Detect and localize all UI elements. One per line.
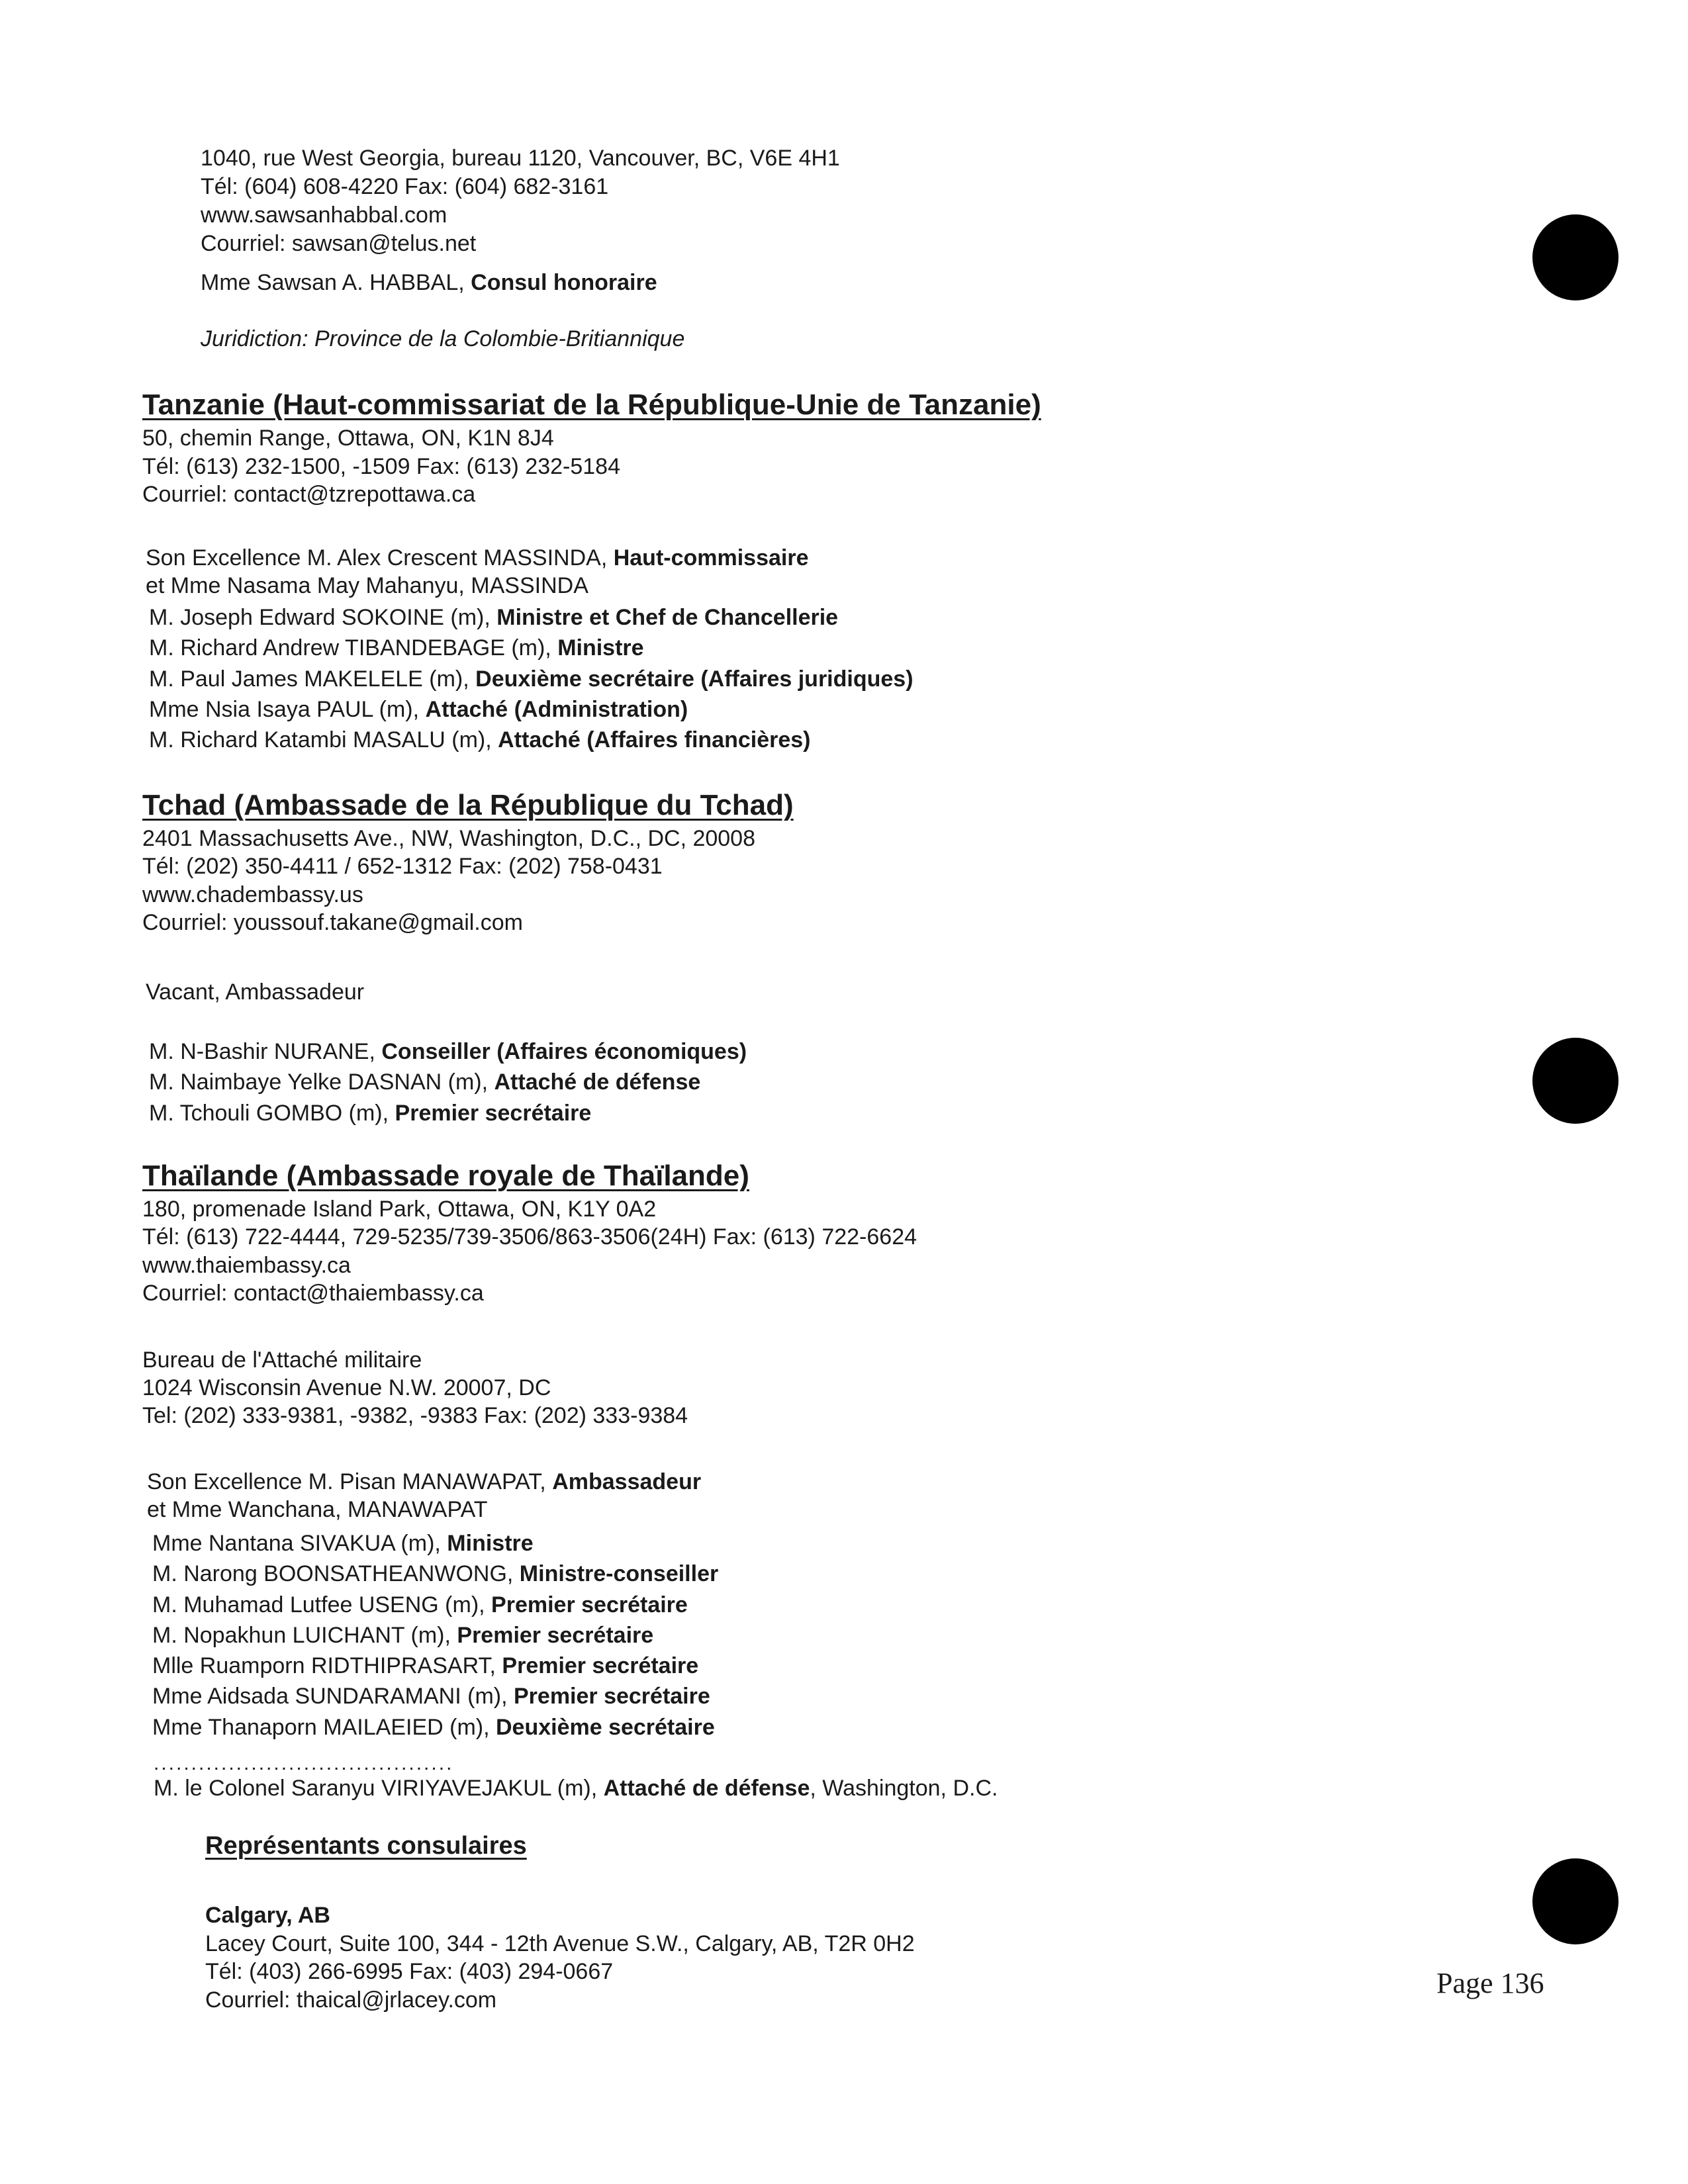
- consulate-city: Calgary, AB: [205, 1903, 330, 1928]
- staff-name: Son Excellence M. Alex Crescent MASSINDA,: [146, 545, 614, 570]
- staff-name: Mme Nantana SIVAKUA (m),: [152, 1531, 447, 1556]
- staff-title: Premier secrétaire: [395, 1101, 592, 1126]
- defense-attache-line: [154, 1777, 998, 1799]
- staff-name: M. N-Bashir NURANE,: [149, 1039, 382, 1064]
- staff-name: M. Naimbaye Yelke DASNAN (m),: [149, 1069, 494, 1095]
- staff-title: Deuxième secrétaire: [495, 1715, 715, 1740]
- tanzanie-email: Courriel: contact@tzrepottawa.ca: [142, 482, 476, 507]
- thailande-email: Courriel: contact@thaiembassy.ca: [142, 1281, 484, 1306]
- separator-dots: ........................................: [154, 1752, 454, 1774]
- staff-name: M. Richard Katambi MASALU (m),: [149, 727, 498, 752]
- staff-line: [149, 1071, 700, 1093]
- staff-line: [152, 1624, 653, 1647]
- staff-line: [152, 1655, 698, 1677]
- staff-name: M. Joseph Edward SOKOINE (m),: [149, 605, 497, 630]
- staff-line: [149, 1102, 591, 1124]
- staff-name: Son Excellence M. Pisan MANAWAPAT,: [147, 1469, 553, 1494]
- staff-line: [149, 668, 914, 690]
- tchad-heading: Tchad (Ambassade de la République du Tchad): [142, 789, 794, 821]
- staff-line: [152, 1685, 710, 1707]
- staff-name: M. Nopakhun LUICHANT (m),: [152, 1623, 457, 1648]
- prev-email: Courriel: sawsan@telus.net: [201, 231, 477, 256]
- tanzanie-heading: Tanzanie (Haut-commissariat de la République-Unie de Tanzanie): [142, 388, 1041, 421]
- prev-phone: Tél: (604) 608-4220 Fax: (604) 682-3161: [201, 174, 609, 199]
- staff-name: Mme Nsia Isaya PAUL (m),: [149, 697, 426, 722]
- staff-line: [147, 1498, 488, 1521]
- prev-person-title: Consul honoraire: [471, 270, 657, 295]
- staff-line: [146, 547, 809, 569]
- thailande-heading: Thaïlande (Ambassade royale de Thaïlande): [142, 1160, 749, 1192]
- tchad-website: www.chadembassy.us: [142, 882, 363, 907]
- tanzanie-phone: Tél: (613) 232-1500, -1509 Fax: (613) 232-5184: [142, 454, 621, 479]
- staff-title: Ministre-conseiller: [519, 1561, 719, 1586]
- staff-name: M. Tchouli GOMBO (m),: [149, 1101, 395, 1126]
- staff-title: Haut-commissaire: [613, 545, 809, 570]
- staff-name: M. Muhamad Lutfee USENG (m),: [152, 1592, 492, 1617]
- consulate-address: Lacey Court, Suite 100, 344 - 12th Avenue S.W., Calgary, AB, T2R 0H2: [205, 1931, 915, 1956]
- prev-address: 1040, rue West Georgia, bureau 1120, Vancouver, BC, V6E 4H1: [201, 146, 840, 171]
- punch-hole-middle: [1532, 1038, 1618, 1124]
- staff-line: [146, 574, 588, 597]
- staff-line: [152, 1532, 534, 1555]
- punch-hole-top: [1532, 214, 1618, 300]
- military-office-address: 1024 Wisconsin Avenue N.W. 20007, DC: [142, 1375, 551, 1400]
- military-office-name: Bureau de l'Attaché militaire: [142, 1347, 422, 1373]
- staff-name: M. Paul James MAKELELE (m),: [149, 666, 476, 692]
- defense-attache-title: Attaché de défense: [603, 1776, 810, 1801]
- staff-line: [152, 1563, 718, 1585]
- staff-line: [149, 698, 688, 721]
- tchad-phone: Tél: (202) 350-4411 / 652-1312 Fax: (202) 758-0431: [142, 854, 663, 879]
- thailande-address: 180, promenade Island Park, Ottawa, ON, K1Y 0A2: [142, 1197, 657, 1222]
- prev-website: www.sawsanhabbal.com: [201, 203, 447, 228]
- staff-name: M. Narong BOONSATHEANWONG,: [152, 1561, 520, 1586]
- staff-line: [149, 1040, 747, 1063]
- staff-line: [149, 729, 811, 751]
- punch-hole-bottom: [1532, 1858, 1618, 1944]
- staff-title: Premier secrétaire: [491, 1592, 688, 1617]
- staff-title: Premier secrétaire: [502, 1653, 699, 1678]
- consulate-email: Courriel: thaical@jrlacey.com: [205, 1987, 497, 2013]
- prev-jurisdiction: Juridiction: Province de la Colombie-Britiannique: [201, 326, 685, 351]
- staff-name: Mlle Ruamporn RIDTHIPRASART,: [152, 1653, 502, 1678]
- consulate-phone: Tél: (403) 266-6995 Fax: (403) 294-0667: [205, 1959, 614, 1984]
- prev-person-name: Mme Sawsan A. HABBAL,: [201, 270, 471, 295]
- tchad-address: 2401 Massachusetts Ave., NW, Washington, D.C., DC, 20008: [142, 826, 756, 851]
- tanzanie-address: 50, chemin Range, Ottawa, ON, K1N 8J4: [142, 426, 554, 451]
- staff-title: Ministre et Chef de Chancellerie: [496, 605, 839, 630]
- staff-title: Attaché (Administration): [425, 697, 688, 722]
- staff-title: Ministre: [447, 1531, 534, 1556]
- staff-title: Ambassadeur: [552, 1469, 702, 1494]
- staff-line: [149, 637, 644, 659]
- page-number: Page 136: [1436, 1967, 1544, 1999]
- military-office-phone: Tel: (202) 333-9381, -9382, -9383 Fax: (202) 333-9384: [142, 1403, 688, 1428]
- prev-person: [201, 271, 657, 294]
- staff-title: Ministre: [557, 635, 644, 660]
- staff-name: Mme Thanaporn MAILAEIED (m),: [152, 1715, 496, 1740]
- staff-line: [152, 1716, 715, 1739]
- staff-title: Conseiller (Affaires économiques): [381, 1039, 747, 1064]
- staff-line: [152, 1594, 688, 1616]
- thailande-website: www.thaiembassy.ca: [142, 1253, 351, 1278]
- thailande-phone: Tél: (613) 722-4444, 729-5235/739-3506/863-3506(24H) Fax: (613) 722-6624: [142, 1224, 917, 1250]
- tchad-email: Courriel: youssouf.takane@gmail.com: [142, 910, 523, 935]
- staff-name: Mme Aidsada SUNDARAMANI (m),: [152, 1684, 514, 1709]
- staff-line: [149, 606, 838, 629]
- staff-title: Attaché de défense: [494, 1069, 701, 1095]
- tchad-vacant: Vacant, Ambassadeur: [146, 979, 365, 1005]
- consular-heading: Représentants consulaires: [205, 1832, 527, 1860]
- staff-title: Deuxième secrétaire (Affaires juridiques): [475, 666, 914, 692]
- defense-attache-name: M. le Colonel Saranyu VIRIYAVEJAKUL (m),: [154, 1776, 604, 1801]
- staff-name: M. Richard Andrew TIBANDEBAGE (m),: [149, 635, 558, 660]
- defense-attache-suffix: , Washington, D.C.: [810, 1776, 998, 1801]
- staff-title: Premier secrétaire: [457, 1623, 654, 1648]
- staff-name: et Mme Wanchana, MANAWAPAT: [147, 1497, 488, 1522]
- staff-title: Attaché (Affaires financières): [498, 727, 811, 752]
- staff-name: et Mme Nasama May Mahanyu, MASSINDA: [146, 573, 588, 598]
- staff-title: Premier secrétaire: [514, 1684, 710, 1709]
- staff-line: [147, 1471, 701, 1493]
